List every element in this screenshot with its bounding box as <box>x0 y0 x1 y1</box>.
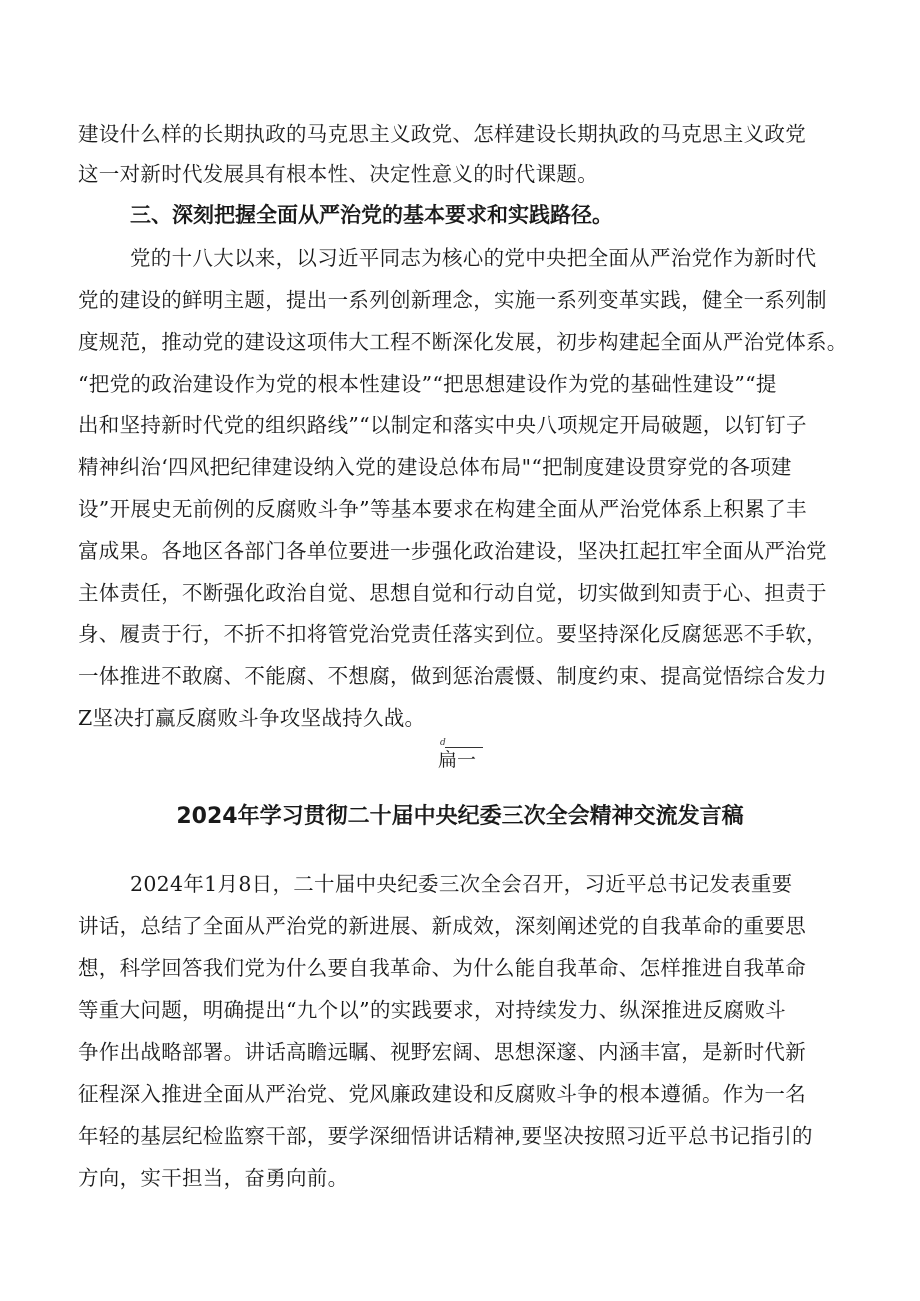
article-line-3: 想，科学回答我们党为什么要自我革命、为什么能自我革命、怎样推进自我革命 <box>78 956 806 980</box>
article-line-7: 年轻的基层纪检监察干部，要学深细悟讲话精神,要坚决按照习近平总书记指引的 <box>78 1124 813 1148</box>
article-divider <box>430 738 490 774</box>
article-line-2: 讲话，总结了全面从严治党的新进展、新成效，深刻阐述党的自我革命的重要思 <box>78 914 806 938</box>
section-line-3: 度规范，推动党的建设这项伟大工程不断深化发展，初步构建起全面从严治党体系。 <box>78 330 848 354</box>
section-line-5: 出和坚持新时代党的组织路线”“以制定和落实中央八项规定开局破题，以钉钉子 <box>78 413 807 437</box>
article-line-8: 方向，实干担当，奋勇向前。 <box>78 1166 349 1190</box>
section-line-12: Z坚决打赢反腐败斗争攻坚战持久战。 <box>78 706 426 730</box>
section-line-8: 富成果。各地区各部门各单位要进一步强化政治建设，坚决扛起扛牢全面从严治党 <box>78 539 827 563</box>
article-line-1: 2024年1月8日，二十届中央纪委三次全会召开，习近平总书记发表重要 <box>130 872 793 896</box>
section-line-4: “把党的政治建设作为党的根本性建设”“把思想建设作为党的基础性建设”“提 <box>78 372 777 396</box>
intro-line-2: 这一对新时代发展具有根本性、决定性意义的时代课题。 <box>78 162 598 186</box>
intro-line-1: 建设什么样的长期执政的马克思主义政党、怎样建设长期执政的马克思主义政党 <box>78 122 806 146</box>
article-line-5: 争作出战略部署。讲话高瞻远瞩、视野宏阔、思想深邃、内涵丰富，是新时代新 <box>78 1040 806 1064</box>
section-line-7: 设”开展史无前例的反腐败斗争”等基本要求在构建全面从严治党体系上积累了丰 <box>78 497 807 521</box>
section-line-10: 身、履责于行，不折不扣将管党治党责任落实到位。要坚持深化反腐惩恶不手软， <box>78 622 827 646</box>
section-line-11: 一体推进不敢腐、不能腐、不想腐，做到惩治震慑、制度约束、提高觉悟综合发力 <box>78 664 827 688</box>
divider-label: 扁一 <box>438 749 477 771</box>
section-line-6: 精神纠治‘四风把纪律建设纳入党的建设总体布局"“把制度建设贯穿党的各项建 <box>78 455 792 479</box>
section-line-9: 主体责任，不断强化政治自觉、思想自觉和行动自觉，切实做到知责于心、担责于 <box>78 581 827 605</box>
article-title: 2024年学习贯彻二十届中央纪委三次全会精神交流发言稿 <box>176 804 744 829</box>
section-line-2: 党的建设的鲜明主题，提出一系列创新理念，实施一系列变革实践，健全一系列制 <box>78 288 827 312</box>
section-line-1: 党的十八大以来，以习近平同志为核心的党中央把全面从严治党作为新时代 <box>130 246 817 270</box>
article-line-4: 等重大问题，明确提出“九个以”的实践要求，对持续发力、纵深推进反腐败斗 <box>78 998 786 1022</box>
section-heading: 三、深刻把握全面从严治党的基本要求和实践路径。 <box>130 203 613 227</box>
article-line-6: 征程深入推进全面从严治党、党风廉政建设和反腐败斗争的根本遵循。作为一名 <box>78 1082 806 1106</box>
divider-mark: d <box>440 738 446 748</box>
